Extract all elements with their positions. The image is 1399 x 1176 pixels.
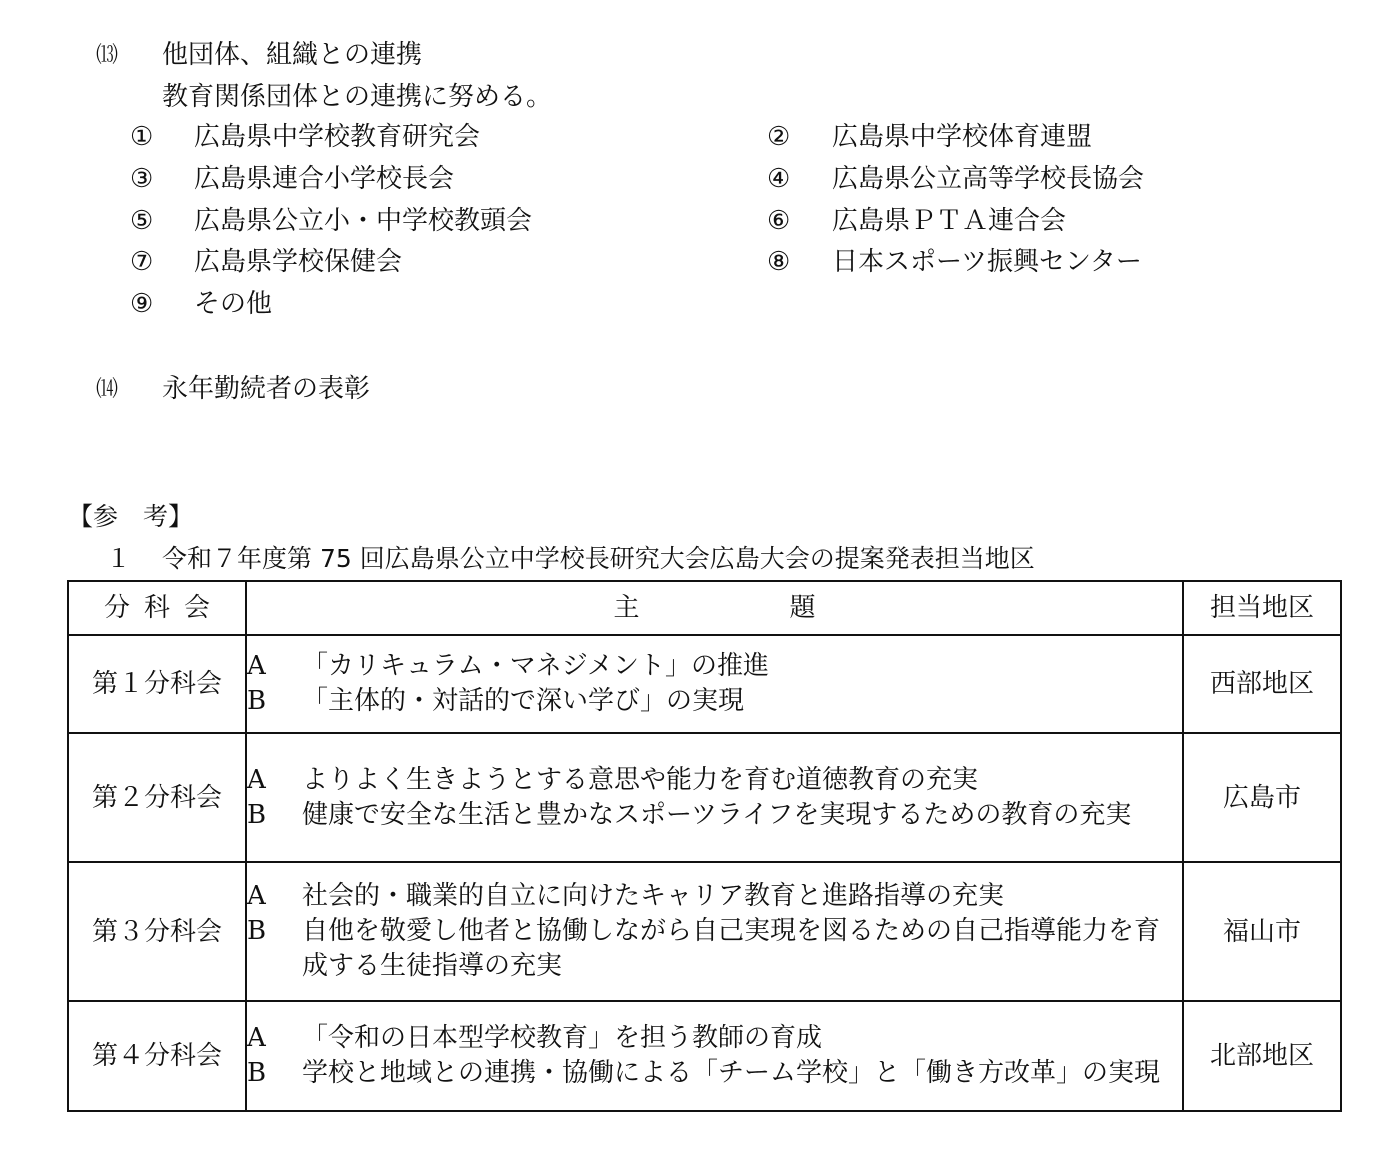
district-cell: 西部地区 [1183, 635, 1341, 733]
list-marker: ③ [130, 164, 154, 194]
theme-label: B [247, 799, 267, 830]
list-item [767, 124, 790, 150]
list-item [130, 166, 153, 192]
list-label: 広島県公立高等学校長協会 [832, 164, 1145, 194]
list-marker: ⑧ [767, 247, 791, 277]
header-theme-part-2: 題 [789, 593, 816, 623]
theme-item [247, 763, 1182, 798]
section-14-title: 永年勤続者の表彰 [162, 374, 371, 404]
theme-cell [246, 862, 1183, 1001]
theme-label: B [247, 916, 267, 946]
theme-text: 「令和の日本型学校教育」を担う教師の育成 [302, 1023, 823, 1053]
session-cell: 第４分科会 [68, 1001, 246, 1111]
theme-text: 「カリキュラム・マネジメント」の推進 [302, 651, 769, 681]
list-label: 広島県学校保健会 [194, 247, 403, 277]
theme-item [247, 1021, 1182, 1056]
theme-item [247, 879, 1182, 914]
theme-label: A [247, 764, 266, 795]
theme-cell [246, 733, 1183, 862]
session-cell: 第１分科会 [68, 635, 246, 733]
theme-item [247, 684, 1182, 719]
table-row [68, 635, 1341, 733]
list-marker: ④ [767, 164, 791, 194]
theme-cell [246, 1001, 1183, 1111]
theme-label: A [247, 881, 266, 911]
section-13-number: ⒀ [96, 43, 119, 68]
session-cell: 第２分科会 [68, 733, 246, 862]
list-item [767, 166, 790, 192]
theme-item [247, 649, 1182, 684]
section-14-number: ⒁ [96, 377, 119, 402]
table-row [68, 733, 1341, 862]
list-item [767, 249, 790, 275]
list-marker: ⑦ [130, 247, 154, 277]
table-row [68, 862, 1341, 1001]
list-label: 広島県中学校体育連盟 [832, 122, 1093, 152]
theme-item [247, 914, 1182, 984]
list-item [130, 249, 153, 275]
list-item [767, 208, 790, 234]
list-label: 日本スポーツ振興センター [832, 247, 1142, 277]
district-cell: 北部地区 [1183, 1001, 1341, 1111]
theme-label: B [247, 686, 267, 716]
header-theme [247, 595, 1182, 621]
table-header-row [68, 581, 1341, 635]
list-marker: ⑥ [767, 206, 791, 236]
list-label: 広島県公立小・中学校教頭会 [194, 206, 533, 236]
theme-text: 学校と地域との連携・協働による「チーム学校」と「働き方改革」の実現 [302, 1058, 1161, 1088]
list-marker: ⑤ [130, 206, 154, 236]
session-cell: 第３分科会 [68, 862, 246, 1001]
theme-text: 「主体的・対話的で深い学び」の実現 [302, 686, 745, 716]
list-marker: ⑨ [130, 289, 154, 319]
list-item [130, 208, 153, 234]
theme-text: よりよく生きようとする意思や能力を育む道徳教育の充実 [302, 764, 979, 795]
section-13-description: 教育関係団体との連携に努める。 [162, 82, 553, 112]
reference-item-number: １ [106, 544, 132, 573]
district-cell: 広島市 [1183, 733, 1341, 862]
theme-item [247, 798, 1182, 833]
header-session: 分科会 [103, 593, 224, 623]
theme-label: A [247, 1023, 266, 1053]
theme-text: 自他を敬愛し他者と協働しながら自己実現を図るための自己指導能力を育成する生徒指導の充実 [302, 916, 1161, 981]
theme-cell [246, 635, 1183, 733]
district-cell: 福山市 [1183, 862, 1341, 1001]
table-row [68, 1001, 1341, 1111]
list-label: 広島県連合小学校長会 [194, 164, 455, 194]
reference-heading: 【参 考】 [68, 502, 194, 531]
theme-text: 社会的・職業的自立に向けたキャリア教育と進路指導の充実 [302, 881, 1005, 911]
list-marker: ② [767, 122, 791, 152]
presentation-table [67, 580, 1342, 1112]
list-item [130, 124, 153, 150]
list-item [130, 291, 153, 317]
list-marker: ① [130, 122, 154, 152]
list-label: 広島県ＰＴＡ連合会 [832, 206, 1067, 236]
header-district: 担当地区 [1183, 581, 1341, 635]
theme-label: B [247, 1058, 267, 1088]
theme-item [247, 1056, 1182, 1091]
theme-label: A [247, 651, 266, 681]
reference-item-title: 令和７年度第 75 回広島県公立中学校長研究大会広島大会の提案発表担当地区 [162, 544, 1035, 573]
list-label: 広島県中学校教育研究会 [194, 122, 481, 152]
header-theme-part-1: 主 [613, 593, 640, 623]
theme-text: 健康で安全な生活と豊かなスポーツライフを実現するための教育の充実 [302, 799, 1132, 830]
list-label: その他 [194, 289, 273, 319]
section-13-title: 他団体、組織との連携 [162, 40, 423, 70]
